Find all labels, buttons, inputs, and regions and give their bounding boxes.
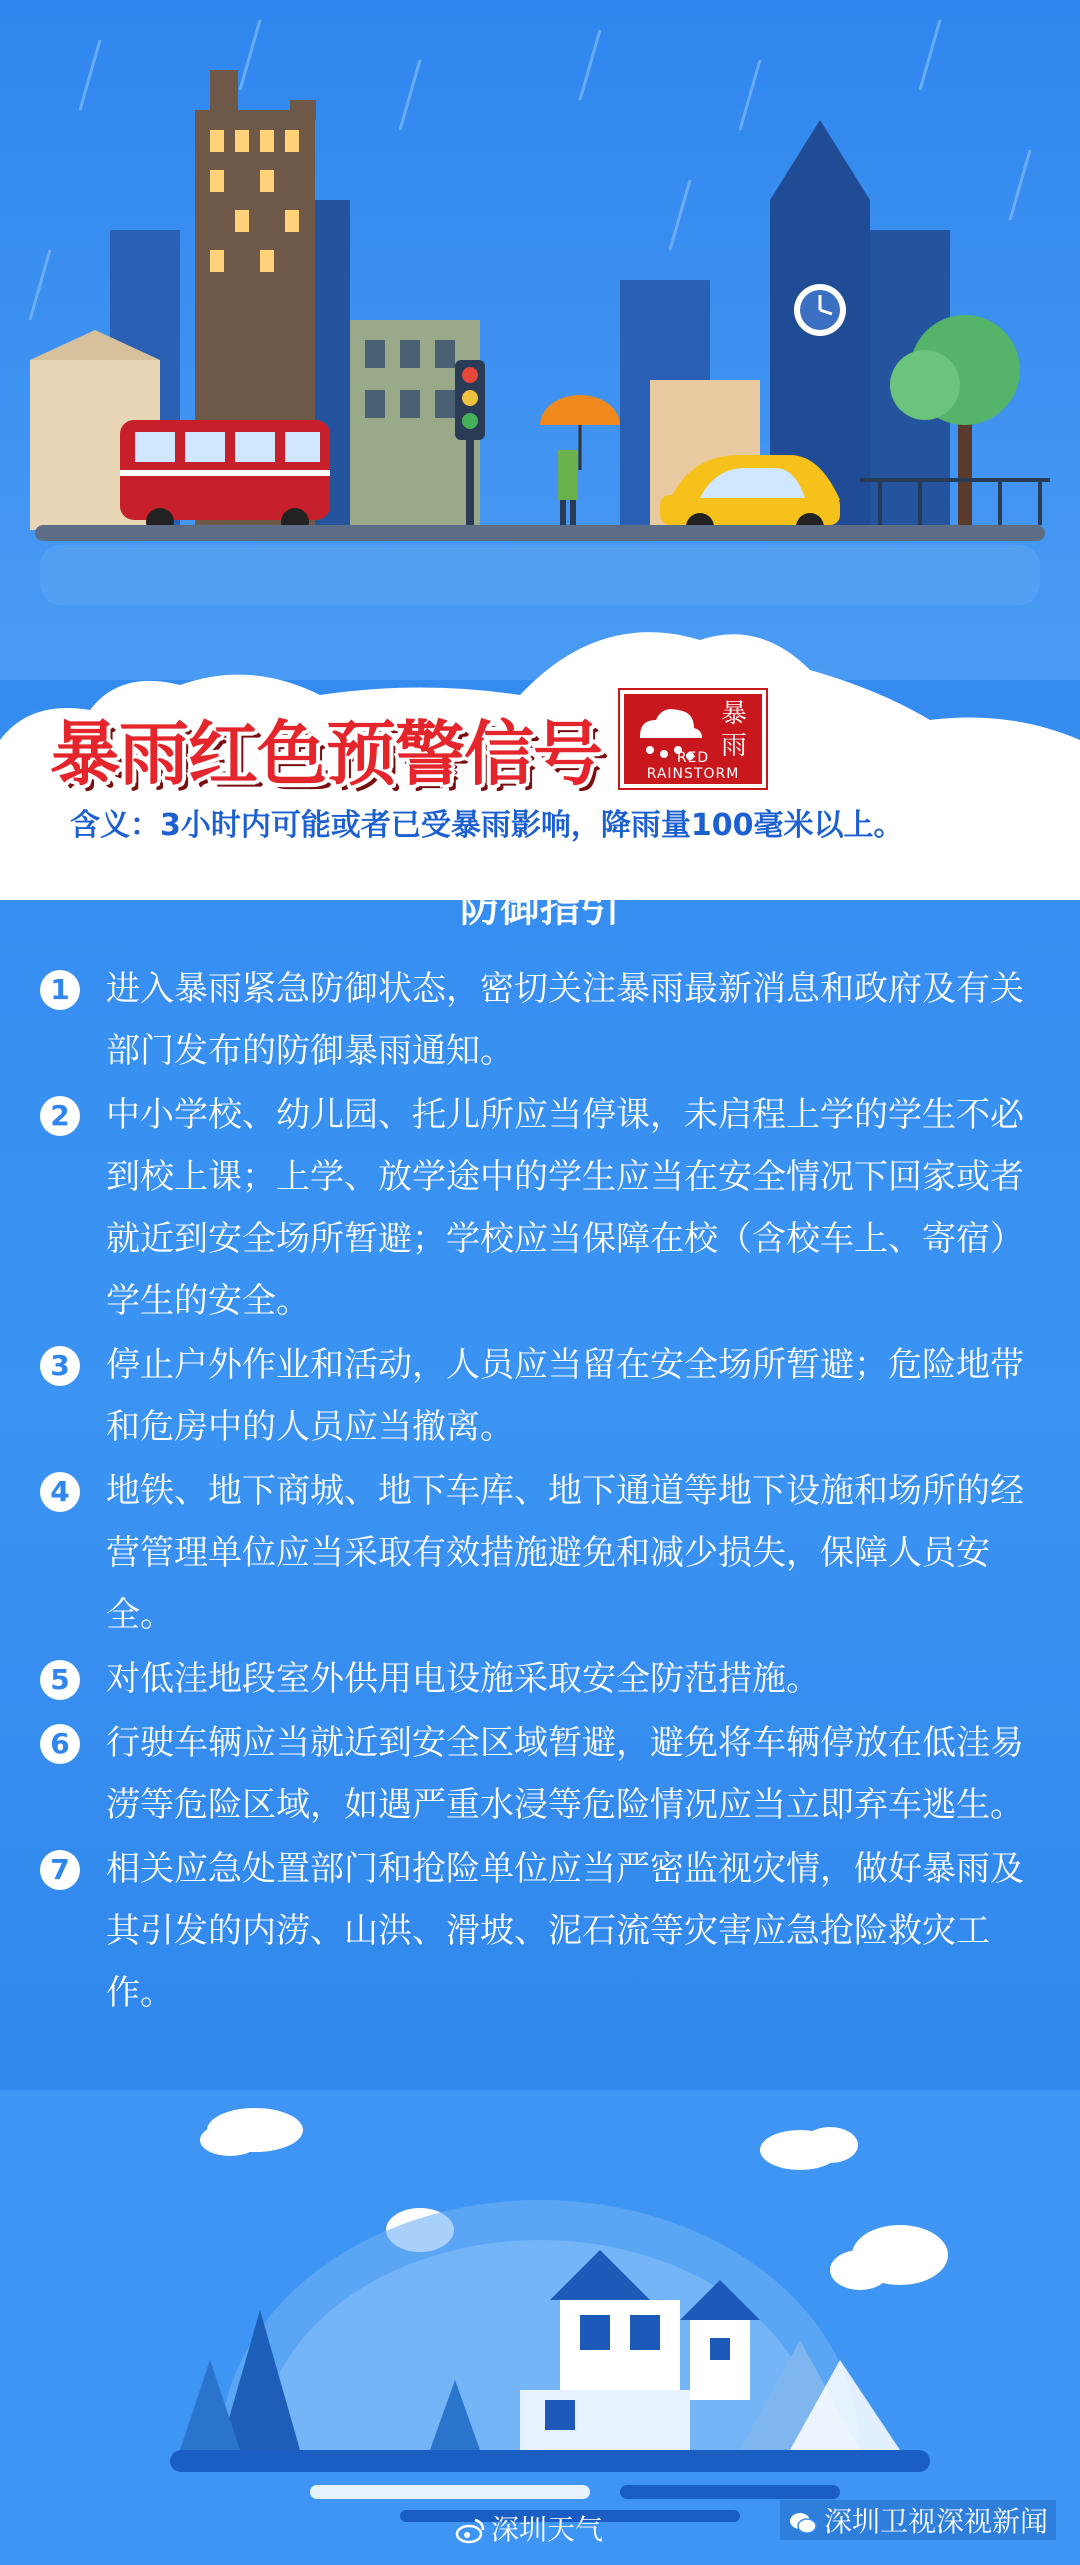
item-number: 4 xyxy=(40,1472,80,1512)
item-number: 2 xyxy=(40,1096,80,1136)
item-text: 行驶车辆应当就近到安全区域暂避，避免将车辆停放在低洼易涝等危险区域，如遇严重水浸等危险情况应当立即弃车逃生。 xyxy=(106,1723,1024,1825)
item-number: 7 xyxy=(40,1850,80,1890)
item-text: 地铁、地下商城、地下车库、地下通道等地下设施和场所的经营管理单位应当采取有效措施避免和减少损失，保障人员安全。 xyxy=(106,1471,1024,1635)
house-illustration xyxy=(0,2090,1080,2565)
weibo-name: 深圳天气 xyxy=(491,2513,604,2546)
item-text: 进入暴雨紧急防御状态，密切关注暴雨最新消息和政府及有关部门发布的防御暴雨通知。 xyxy=(106,969,1024,1071)
item-number: 3 xyxy=(40,1346,80,1386)
warning-meaning: 含义：3小时内可能或者已受暴雨影响，降雨量100毫米以上。 xyxy=(40,798,920,854)
item-text: 中小学校、幼儿园、托儿所应当停课，未启程上学的学生不必到校上课；上学、放学途中的学生应当在安全情况下回家或者就近到安全场所暂避；学校应当保障在校（含校车上、寄宿）学生的安全。 xyxy=(106,1095,1024,1321)
guide-item xyxy=(40,1460,1050,1646)
guide-item xyxy=(40,1712,1050,1836)
warning-title: 暴雨红色预警信号 xyxy=(50,713,602,795)
guide-item xyxy=(40,1648,1050,1710)
item-text: 停止户外作业和活动，人员应当留在安全场所暂避；危险地带和危房中的人员应当撤离。 xyxy=(106,1345,1024,1447)
item-number: 5 xyxy=(40,1660,80,1700)
warning-title-area xyxy=(30,680,1050,800)
red-rainstorm-badge xyxy=(620,690,766,788)
badge-en: RED RAINSTORM xyxy=(646,750,740,782)
guide-title: 防御指引 xyxy=(460,885,620,931)
item-number: 1 xyxy=(40,970,80,1010)
guide-item xyxy=(40,1334,1050,1458)
weibo-icon xyxy=(455,2516,485,2546)
wechat-name: 深圳卫视深视新闻 xyxy=(824,2505,1049,2538)
wechat-account xyxy=(780,2500,1056,2540)
guide-item xyxy=(40,1838,1050,2024)
guide-item xyxy=(40,1084,1050,1332)
guide-item xyxy=(40,958,1050,1082)
city-rain-illustration xyxy=(0,0,1080,680)
weibo-account xyxy=(455,2508,603,2548)
wechat-icon xyxy=(788,2508,818,2538)
item-text: 相关应急处置部门和抢险单位应当严密监视灾情，做好暴雨及其引发的内涝、山洪、滑坡、泥石流等灾害应急抢险救灾工作。 xyxy=(106,1849,1024,2013)
guide-list xyxy=(40,958,1050,2026)
defense-guide xyxy=(0,870,1080,2090)
item-number: 6 xyxy=(40,1724,80,1764)
item-text: 对低洼地段室外供用电设施采取安全防范措施。 xyxy=(106,1659,820,1699)
badge-zh: 暴雨 xyxy=(720,699,747,761)
